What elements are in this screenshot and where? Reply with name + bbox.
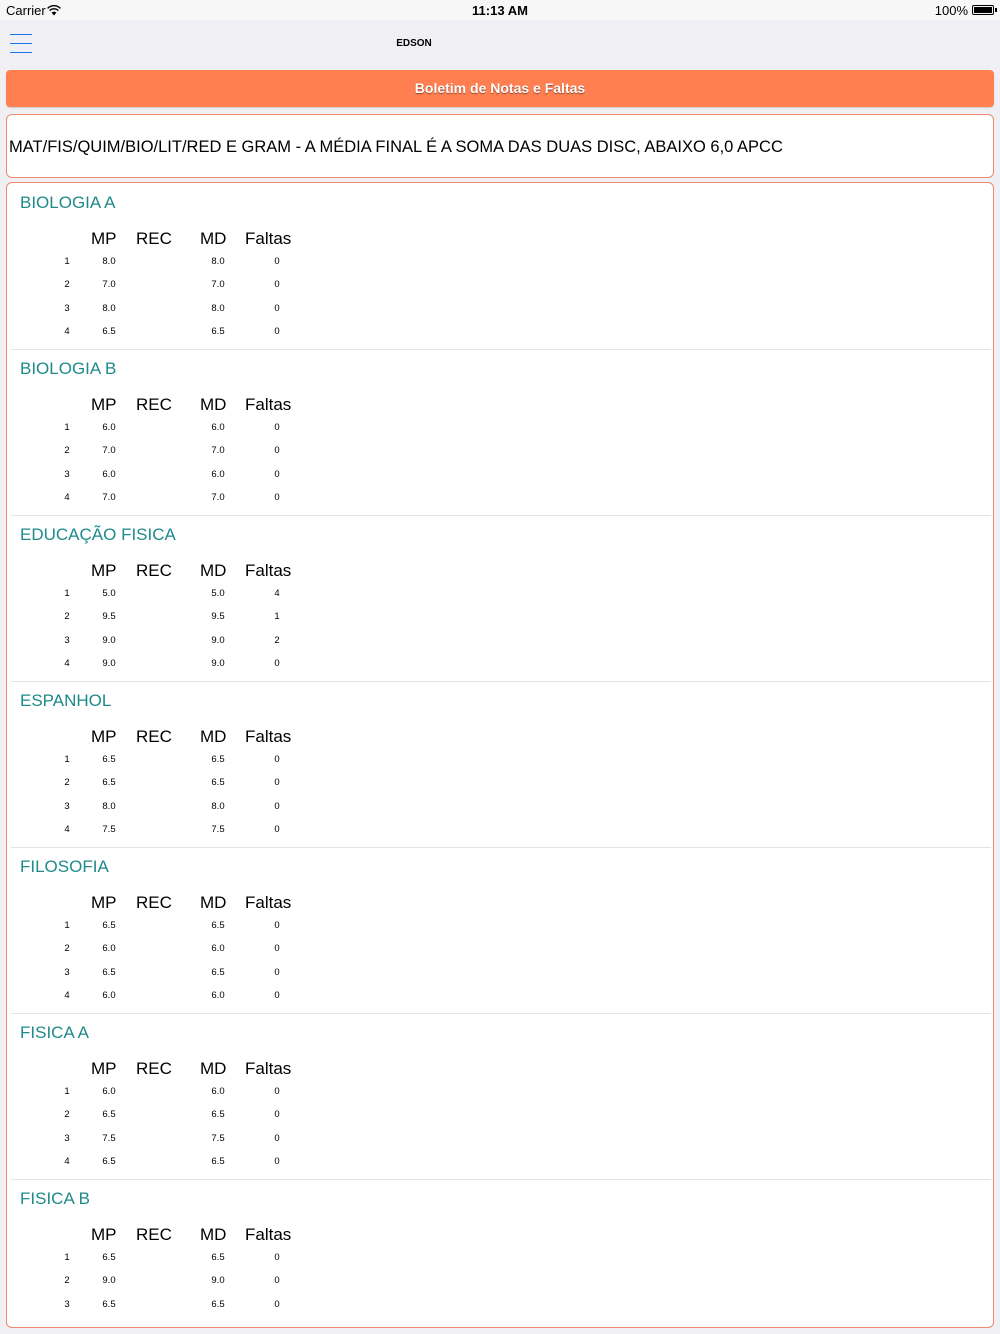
subject-title: EDUCAÇÃO FISICA: [20, 525, 176, 544]
cell-mp: 9.0: [102, 658, 116, 670]
cell-faltas: 0: [274, 990, 280, 1002]
column-header-rec: REC: [136, 1225, 172, 1244]
cell-md: 7.0: [211, 492, 225, 504]
cell-period: 2: [64, 279, 70, 291]
table-row: [11, 588, 411, 602]
cell-md: 7.0: [211, 445, 225, 457]
table-row: [11, 492, 411, 506]
cell-mp: 6.5: [102, 326, 116, 338]
cell-faltas: 0: [274, 658, 280, 670]
cell-period: 3: [64, 302, 70, 314]
column-header-md: MD: [200, 1059, 227, 1078]
table-row: [11, 824, 411, 838]
table-row: [11, 1109, 411, 1123]
cell-period: 1: [64, 1252, 70, 1263]
cell-period: 3: [64, 634, 70, 646]
cell-faltas: 4: [274, 588, 280, 599]
cell-md: 9.5: [211, 611, 225, 623]
clock: 11:13 AM: [472, 3, 528, 18]
cell-period: 3: [64, 966, 70, 978]
cell-mp: 6.5: [102, 1252, 116, 1263]
carrier-label: Carrier: [6, 3, 46, 18]
table-row: [11, 967, 411, 981]
cell-mp: 7.5: [102, 824, 116, 836]
cell-period: 1: [64, 1086, 70, 1097]
table-row: [11, 754, 411, 768]
cell-faltas: 0: [274, 943, 280, 955]
table-row: [11, 1252, 411, 1266]
cell-faltas: 0: [274, 1086, 280, 1097]
page-title: EDSON: [396, 38, 432, 49]
subject-title: FISICA A: [20, 1023, 89, 1042]
cell-period: 2: [64, 1109, 70, 1121]
cell-period: 4: [64, 658, 70, 670]
cell-faltas: 0: [274, 920, 280, 931]
report-card-button[interactable]: Boletim de Notas e Faltas: [6, 70, 994, 107]
cell-mp: 8.0: [102, 302, 116, 314]
column-header-faltas: Faltas: [245, 561, 292, 580]
table-row: [11, 658, 411, 672]
cell-md: 6.5: [211, 966, 225, 978]
cell-mp: 9.0: [102, 634, 116, 646]
cell-mp: 5.0: [102, 588, 116, 599]
cell-period: 2: [64, 943, 70, 955]
subject-title: FISICA B: [20, 1189, 90, 1208]
cell-md: 6.5: [211, 1252, 225, 1263]
cell-period: 2: [64, 445, 70, 457]
cell-faltas: 0: [274, 1252, 280, 1263]
column-header-md: MD: [200, 395, 227, 414]
cell-faltas: 0: [274, 1132, 280, 1144]
cell-md: 8.0: [211, 302, 225, 314]
table-row: [11, 920, 411, 934]
table-row: [11, 279, 411, 293]
cell-md: 6.0: [211, 468, 225, 480]
subject-section: [11, 847, 991, 1014]
notice-text: MAT/FIS/QUIM/BIO/LIT/RED E GRAM - A MÉDIA FINAL É A SOMA DAS DUAS DISC, ABAIXO 6,0 APCC: [6, 114, 994, 178]
column-header-faltas: Faltas: [245, 893, 292, 912]
cell-md: 7.5: [211, 1132, 225, 1144]
table-row: [11, 422, 411, 436]
cell-period: 1: [64, 588, 70, 599]
cell-mp: 6.0: [102, 990, 116, 1002]
table-row: [11, 303, 411, 317]
column-header-mp: MP: [91, 893, 117, 912]
cell-md: 6.5: [211, 1298, 225, 1310]
cell-md: 8.0: [211, 256, 225, 267]
cell-md: 6.5: [211, 777, 225, 789]
cell-md: 9.0: [211, 634, 225, 646]
table-row: [11, 1299, 411, 1313]
column-header-rec: REC: [136, 229, 172, 248]
subject-title: BIOLOGIA A: [20, 193, 116, 212]
cell-faltas: 0: [274, 777, 280, 789]
cell-faltas: 0: [274, 754, 280, 765]
cell-md: 5.0: [211, 588, 225, 599]
cell-faltas: 0: [274, 1156, 280, 1168]
cell-period: 3: [64, 1298, 70, 1310]
cell-mp: 6.5: [102, 777, 116, 789]
subject-section: [11, 183, 991, 350]
table-row: [11, 1156, 411, 1170]
cell-faltas: 0: [274, 800, 280, 812]
cell-period: 3: [64, 800, 70, 812]
subject-title: ESPANHOL: [20, 691, 112, 710]
cell-period: 1: [64, 754, 70, 765]
subject-title: FILOSOFIA: [20, 857, 109, 876]
subject-section: [11, 1013, 991, 1180]
column-header-faltas: Faltas: [245, 1059, 292, 1078]
cell-mp: 6.0: [102, 422, 116, 433]
column-header-rec: REC: [136, 395, 172, 414]
cell-mp: 6.5: [102, 754, 116, 765]
column-header-faltas: Faltas: [245, 1225, 292, 1244]
column-header-md: MD: [200, 893, 227, 912]
battery-percent: 100%: [934, 3, 968, 18]
table-row: [11, 445, 411, 459]
cell-md: 6.0: [211, 943, 225, 955]
cell-faltas: 0: [274, 1109, 280, 1121]
cell-faltas: 0: [274, 256, 280, 267]
cell-mp: 7.0: [102, 492, 116, 504]
cell-md: 6.5: [211, 1156, 225, 1168]
subject-section: [11, 681, 991, 848]
cell-md: 6.5: [211, 920, 225, 931]
cell-period: 4: [64, 326, 70, 338]
table-row: [11, 1086, 411, 1100]
cell-period: 2: [64, 611, 70, 623]
cell-faltas: 0: [274, 1298, 280, 1310]
cell-mp: 6.5: [102, 920, 116, 931]
battery-tip: [995, 8, 997, 12]
cell-md: 6.0: [211, 990, 225, 1002]
cell-md: 6.5: [211, 754, 225, 765]
cell-mp: 8.0: [102, 800, 116, 812]
status-bar: [0, 0, 1000, 20]
cell-mp: 6.5: [102, 1298, 116, 1310]
table-row: [11, 943, 411, 957]
navigation-bar: [0, 20, 1000, 68]
cell-faltas: 0: [274, 422, 280, 433]
cell-faltas: 0: [274, 824, 280, 836]
table-row: [11, 990, 411, 1004]
cell-mp: 6.0: [102, 943, 116, 955]
cell-period: 2: [64, 777, 70, 789]
cell-faltas: 0: [274, 492, 280, 504]
cell-md: 8.0: [211, 800, 225, 812]
table-row: [11, 635, 411, 649]
cell-mp: 6.0: [102, 468, 116, 480]
cell-faltas: 0: [274, 302, 280, 314]
cell-period: 1: [64, 920, 70, 931]
cell-period: 4: [64, 1156, 70, 1168]
cell-md: 7.5: [211, 824, 225, 836]
column-header-mp: MP: [91, 1225, 117, 1244]
table-row: [11, 256, 411, 270]
column-header-mp: MP: [91, 561, 117, 580]
column-header-mp: MP: [91, 229, 117, 248]
cell-period: 4: [64, 492, 70, 504]
column-header-rec: REC: [136, 727, 172, 746]
table-row: [11, 326, 411, 340]
table-row: [11, 1133, 411, 1147]
table-row: [11, 469, 411, 483]
cell-mp: 6.0: [102, 1086, 116, 1097]
cell-mp: 6.5: [102, 966, 116, 978]
cell-md: 9.0: [211, 1275, 225, 1287]
column-header-mp: MP: [91, 727, 117, 746]
table-row: [11, 1275, 411, 1289]
cell-period: 1: [64, 256, 70, 267]
cell-faltas: 1: [274, 611, 280, 623]
cell-mp: 9.0: [102, 1275, 116, 1287]
cell-period: 3: [64, 468, 70, 480]
cell-period: 4: [64, 990, 70, 1002]
column-header-faltas: Faltas: [245, 229, 292, 248]
cell-faltas: 0: [274, 279, 280, 291]
cell-md: 6.5: [211, 1109, 225, 1121]
subject-section: [11, 515, 991, 682]
cell-faltas: 0: [274, 966, 280, 978]
cell-mp: 6.5: [102, 1156, 116, 1168]
column-header-md: MD: [200, 229, 227, 248]
cell-md: 9.0: [211, 658, 225, 670]
cell-mp: 6.5: [102, 1109, 116, 1121]
subject-section: [11, 349, 991, 516]
cell-mp: 7.0: [102, 445, 116, 457]
column-header-md: MD: [200, 561, 227, 580]
cell-mp: 7.0: [102, 279, 116, 291]
table-row: [11, 777, 411, 791]
cell-period: 3: [64, 1132, 70, 1144]
cell-faltas: 0: [274, 468, 280, 480]
cell-md: 6.0: [211, 1086, 225, 1097]
cell-md: 6.0: [211, 422, 225, 433]
column-header-md: MD: [200, 1225, 227, 1244]
column-header-mp: MP: [91, 395, 117, 414]
cell-faltas: 0: [274, 1275, 280, 1287]
column-header-faltas: Faltas: [245, 727, 292, 746]
column-header-rec: REC: [136, 893, 172, 912]
column-header-rec: REC: [136, 1059, 172, 1078]
cell-period: 2: [64, 1275, 70, 1287]
column-header-md: MD: [200, 727, 227, 746]
table-row: [11, 611, 411, 625]
column-header-mp: MP: [91, 1059, 117, 1078]
cell-mp: 9.5: [102, 611, 116, 623]
table-row: [11, 801, 411, 815]
column-header-rec: REC: [136, 561, 172, 580]
column-header-faltas: Faltas: [245, 395, 292, 414]
battery-icon: [972, 5, 994, 15]
cell-faltas: 0: [274, 326, 280, 338]
cell-faltas: 0: [274, 445, 280, 457]
cell-mp: 7.5: [102, 1132, 116, 1144]
subject-section: [11, 1179, 991, 1328]
subject-list[interactable]: [6, 182, 994, 1328]
subject-title: BIOLOGIA B: [20, 359, 117, 378]
cell-faltas: 2: [274, 634, 280, 646]
cell-md: 7.0: [211, 279, 225, 291]
cell-period: 1: [64, 422, 70, 433]
cell-md: 6.5: [211, 326, 225, 338]
cell-mp: 8.0: [102, 256, 116, 267]
cell-period: 4: [64, 824, 70, 836]
